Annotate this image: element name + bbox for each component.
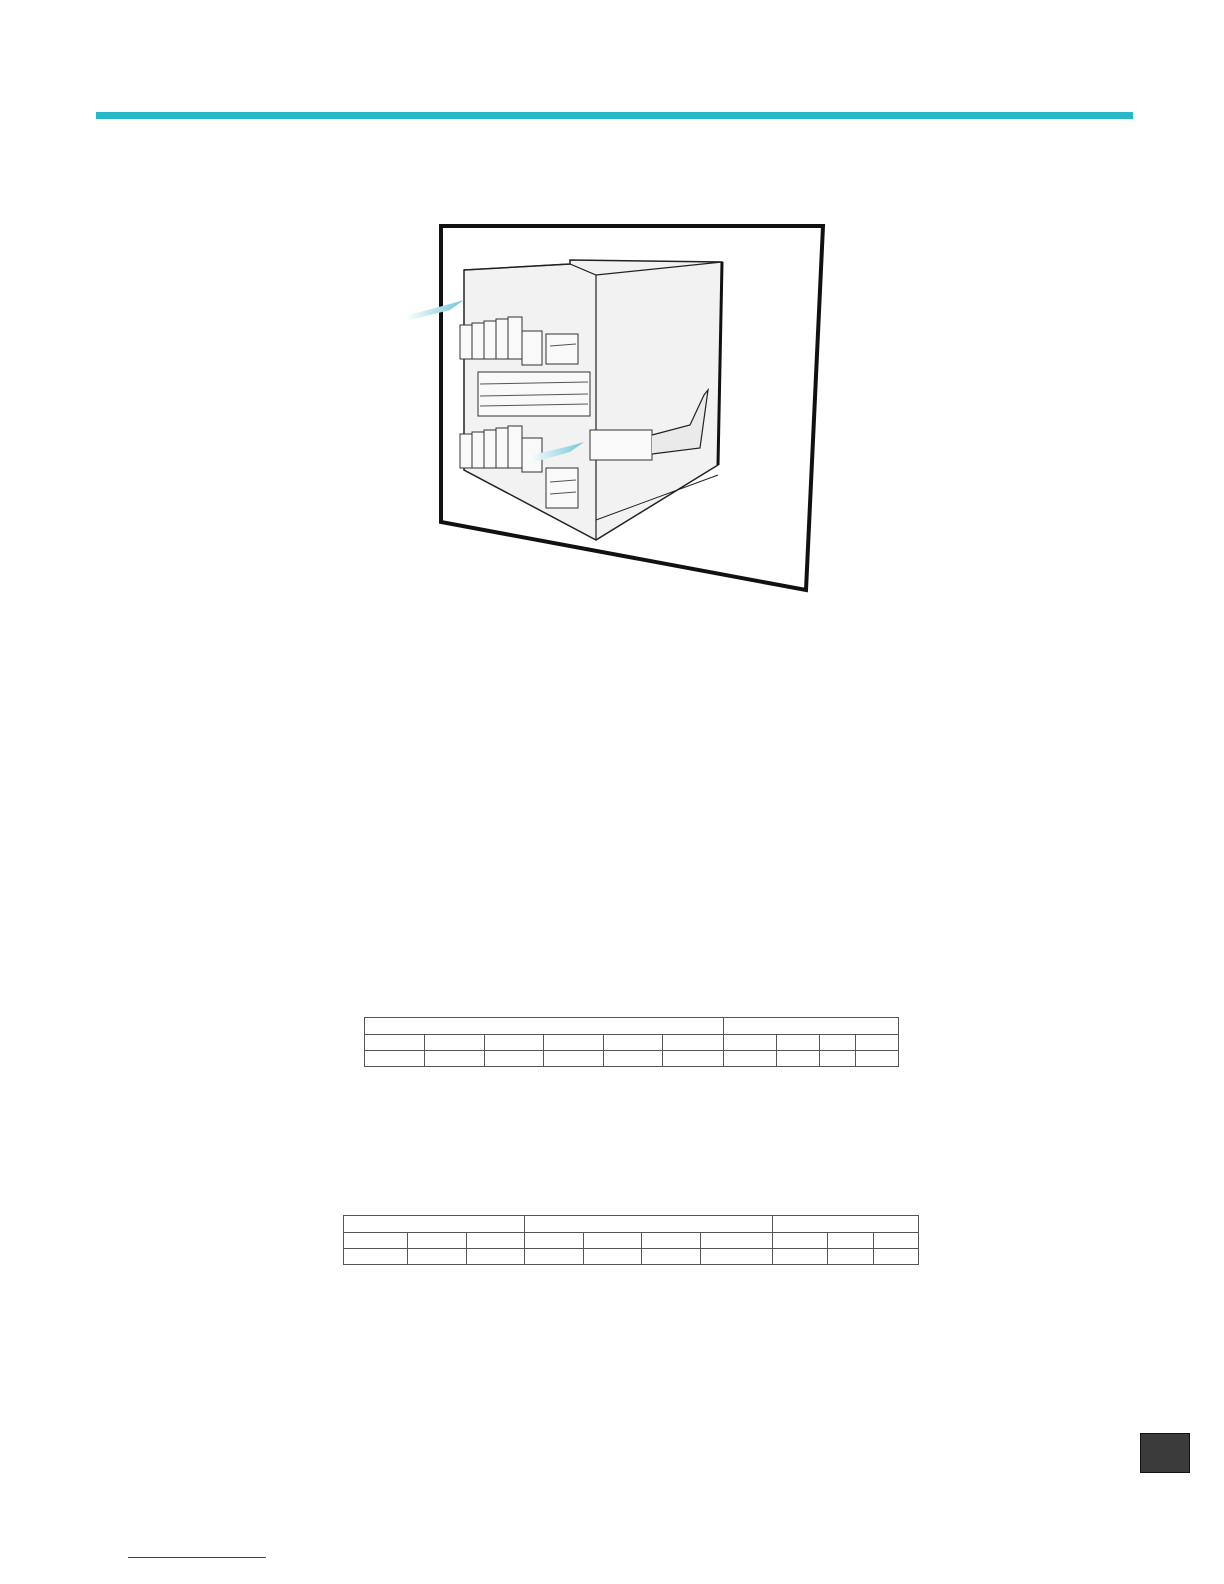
top-terminal-table xyxy=(364,1017,899,1067)
terminal-number xyxy=(408,1249,466,1265)
terminal-number xyxy=(700,1249,772,1265)
terminal-label xyxy=(466,1233,524,1249)
terminal-label xyxy=(776,1035,819,1051)
terminal-number xyxy=(603,1051,662,1067)
terminal-label xyxy=(773,1233,828,1249)
voltage-inputs-header xyxy=(525,1216,773,1233)
footer-link-underline xyxy=(128,1557,266,1558)
terminal-number xyxy=(776,1051,819,1067)
terminal-label xyxy=(663,1035,723,1051)
lower-terminal-block xyxy=(340,1105,924,1200)
terminal-label xyxy=(583,1233,641,1249)
terminal-number xyxy=(544,1051,603,1067)
terminal-number xyxy=(663,1051,723,1067)
terminal-number xyxy=(344,1249,408,1265)
terminal-number xyxy=(856,1051,899,1067)
terminal-label xyxy=(642,1233,700,1249)
terminal-number xyxy=(425,1051,484,1067)
terminal-label xyxy=(874,1233,919,1249)
terminal-label xyxy=(408,1233,466,1249)
header-accent-bar xyxy=(96,112,1133,119)
terminal-label xyxy=(603,1035,662,1051)
terminal-label xyxy=(425,1035,484,1051)
terminal-label xyxy=(365,1035,425,1051)
terminal-number xyxy=(466,1249,524,1265)
terminal-label xyxy=(827,1233,874,1249)
terminal-label xyxy=(484,1035,543,1051)
terminal-label xyxy=(819,1035,856,1051)
terminal-label xyxy=(344,1233,408,1249)
terminal-number xyxy=(484,1051,543,1067)
terminal-number xyxy=(365,1051,425,1067)
terminal-label xyxy=(525,1233,583,1249)
terminal-number xyxy=(827,1249,874,1265)
terminal-number xyxy=(525,1249,583,1265)
terminal-number xyxy=(874,1249,919,1265)
accuenergy-logo xyxy=(108,1432,340,1474)
terminal-number xyxy=(642,1249,700,1265)
current-inputs-header xyxy=(365,1018,724,1035)
page-number-box xyxy=(1140,1433,1190,1473)
terminal-number xyxy=(723,1051,776,1067)
terminal-label xyxy=(544,1035,603,1051)
top-terminal-block xyxy=(360,905,905,1005)
meter-panel-illustration xyxy=(400,220,840,600)
terminal-label xyxy=(856,1035,899,1051)
terminal-label xyxy=(723,1035,776,1051)
terminal-number xyxy=(583,1249,641,1265)
terminal-label xyxy=(700,1233,772,1249)
lower-terminal-table xyxy=(343,1215,919,1265)
digital-inputs-header xyxy=(723,1018,898,1035)
rs485-header xyxy=(773,1216,919,1233)
power-header xyxy=(344,1216,525,1233)
terminal-number xyxy=(819,1051,856,1067)
terminal-number xyxy=(773,1249,828,1265)
